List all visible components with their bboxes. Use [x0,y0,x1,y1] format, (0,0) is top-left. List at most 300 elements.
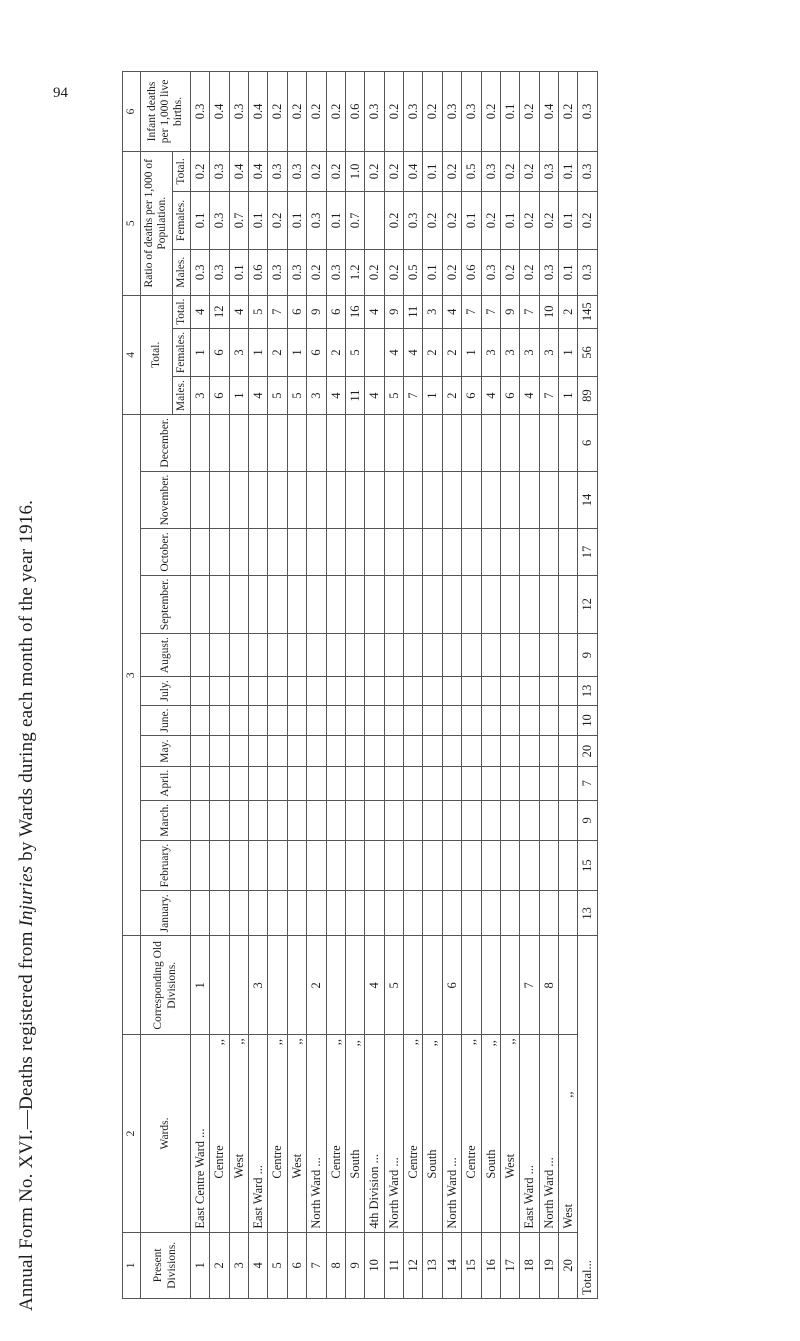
tm-cell: 1 [229,377,248,415]
month-cell [559,736,578,766]
tf-cell: 3 [229,328,248,376]
month-cell [365,736,384,766]
rf-cell: 0.1 [287,191,306,249]
total-month-cell: 9 [578,634,597,677]
month-cell [307,705,326,736]
tf-cell: 1 [287,328,306,376]
tf-cell: 6 [210,328,229,376]
col-num-4: 4 [123,295,141,415]
ward-cell: North Ward ... [384,1035,403,1232]
header-month-feb: February. [141,840,191,891]
month-cell [326,840,345,891]
tm-cell: 4 [481,377,500,415]
tt-cell: 9 [384,295,403,328]
header-row-1 [141,72,172,1299]
total-month-cell: 20 [578,736,597,766]
total-month-cell: 15 [578,840,597,891]
ward-cell: Centre ,, [404,1035,423,1232]
present-division-cell: 14 [442,1232,461,1298]
month-cell [365,575,384,633]
month-cell [190,634,209,677]
inf-cell: 0.2 [268,72,287,152]
table-row [307,72,326,1299]
month-cell [500,529,519,575]
tt-cell: 7 [481,295,500,328]
month-cell [462,415,481,472]
rf-cell: 0.2 [442,191,461,249]
month-cell [442,471,461,529]
month-cell [423,677,442,705]
month-cell [229,840,248,891]
inf-cell: 0.6 [345,72,364,152]
total-month-cell: 17 [578,529,597,575]
col-num-2: 2 [123,1035,141,1232]
present-division-cell: 6 [287,1232,306,1298]
header-month-apr: April. [141,766,191,800]
old-division-cell [404,936,423,1035]
header-month-may: May. [141,736,191,766]
month-cell [500,471,519,529]
inf-cell: 0.2 [559,72,578,152]
rm-cell: 0.1 [423,249,442,295]
month-cell [442,634,461,677]
rf-cell: 0.3 [404,191,423,249]
month-cell [326,634,345,677]
month-cell [210,891,229,936]
rm-cell: 0.2 [442,249,461,295]
ward-cell: Centre ,, [462,1035,481,1232]
month-cell [384,529,403,575]
month-cell [559,415,578,472]
month-cell [249,705,268,736]
month-cell [384,766,403,800]
total-month-cell: 7 [578,766,597,800]
present-division-cell: 7 [307,1232,326,1298]
month-cell [365,677,384,705]
tf-cell: 3 [500,328,519,376]
month-cell [500,634,519,677]
rt-cell: 0.2 [190,151,209,191]
month-cell [462,677,481,705]
month-cell [462,736,481,766]
present-division-cell: 4 [249,1232,268,1298]
old-division-cell [462,936,481,1035]
month-cell [345,677,364,705]
present-division-cell: 5 [268,1232,287,1298]
rm-cell: 0.6 [249,249,268,295]
table-row [268,72,287,1299]
month-cell [442,415,461,472]
month-cell [249,800,268,840]
header-month-dec: December. [141,415,191,472]
month-cell [229,634,248,677]
month-cell [404,634,423,677]
ward-cell: East Centre Ward ... [190,1035,209,1232]
month-cell [229,891,248,936]
rf-cell: 0.7 [229,191,248,249]
rf-cell: 0.1 [462,191,481,249]
col-num-3 [123,936,141,1035]
month-cell [481,677,500,705]
month-cell [481,705,500,736]
month-cell [307,575,326,633]
month-cell [326,575,345,633]
month-cell [365,891,384,936]
rm-cell: 0.1 [229,249,248,295]
inf-cell: 0.3 [442,72,461,152]
header-month-sep: September. [141,575,191,633]
tm-cell: 4 [520,377,539,415]
inf-cell: 0.4 [539,72,558,152]
tt-cell: 5 [249,295,268,328]
header-total-total: Total. [172,295,190,328]
month-cell [481,736,500,766]
inf-cell: 0.3 [365,72,384,152]
rt-cell: 0.2 [442,151,461,191]
month-cell [210,634,229,677]
month-cell [384,736,403,766]
tm-cell: 3 [190,377,209,415]
month-cell [326,705,345,736]
month-cell [287,891,306,936]
table-row [442,72,461,1299]
inf-cell: 0.2 [287,72,306,152]
old-division-cell [287,936,306,1035]
total-month-cell: 13 [578,677,597,705]
inf-cell: 0.1 [500,72,519,152]
month-cell [423,471,442,529]
month-cell [423,415,442,472]
present-division-cell: 20 [559,1232,578,1298]
month-cell [559,471,578,529]
table-row [287,72,306,1299]
month-cell [462,529,481,575]
table-row [229,72,248,1299]
tt-cell: 6 [287,295,306,328]
month-cell [190,677,209,705]
header-month-aug: August. [141,634,191,677]
total-tm-cell: 89 [578,377,597,415]
tf-cell: 1 [249,328,268,376]
table-row [520,72,539,1299]
rm-cell: 1.2 [345,249,364,295]
rm-cell: 0.3 [287,249,306,295]
month-cell [249,891,268,936]
tm-cell: 5 [384,377,403,415]
month-cell [210,736,229,766]
tm-cell: 6 [462,377,481,415]
month-cell [423,575,442,633]
ward-cell: West ,, [559,1035,578,1232]
rm-cell: 0.1 [559,249,578,295]
header-month-jun: June. [141,705,191,736]
month-cell [190,471,209,529]
ward-cell: 4th Division ... [365,1035,384,1232]
month-cell [249,677,268,705]
month-cell [423,891,442,936]
month-cell [462,766,481,800]
month-cell [210,471,229,529]
month-cell [229,766,248,800]
inf-cell: 0.3 [229,72,248,152]
tf-cell: 6 [307,328,326,376]
rf-cell: 0.2 [481,191,500,249]
tt-cell: 4 [442,295,461,328]
month-cell [229,529,248,575]
month-cell [287,471,306,529]
ward-cell: South ,, [481,1035,500,1232]
present-division-cell: 1 [190,1232,209,1298]
header-old-divisions: Corresponding Old Divisions. [141,936,191,1035]
month-cell [268,891,287,936]
tf-cell: 1 [462,328,481,376]
month-cell [500,415,519,472]
month-cell [345,415,364,472]
month-cell [500,677,519,705]
tf-cell: 2 [423,328,442,376]
old-division-cell: 4 [365,936,384,1035]
page-number [53,85,68,102]
month-cell [307,415,326,472]
inf-cell: 0.2 [481,72,500,152]
month-cell [249,634,268,677]
tt-cell: 10 [539,295,558,328]
rt-cell: 0.1 [559,151,578,191]
month-cell [287,677,306,705]
month-cell [210,766,229,800]
rt-cell: 0.2 [384,151,403,191]
month-cell [326,471,345,529]
rf-cell [365,191,384,249]
header-month-nov: November. [141,471,191,529]
month-cell [462,575,481,633]
present-division-cell: 2 [210,1232,229,1298]
month-cell [442,766,461,800]
month-cell [210,705,229,736]
month-cell [539,705,558,736]
rm-cell: 0.6 [462,249,481,295]
month-cell [559,677,578,705]
month-cell [268,766,287,800]
month-cell [229,575,248,633]
ward-cell: Centre ,, [326,1035,345,1232]
month-cell [520,840,539,891]
month-cell [442,705,461,736]
tf-cell: 2 [326,328,345,376]
tm-cell: 2 [442,377,461,415]
old-division-cell [423,936,442,1035]
total-rm-cell: 0.3 [578,249,597,295]
table-row [249,72,268,1299]
header-ratio-males: Males. [172,249,190,295]
month-cell [229,800,248,840]
month-cell [442,800,461,840]
tm-cell: 3 [307,377,326,415]
rt-cell: 0.2 [326,151,345,191]
present-division-cell: 19 [539,1232,558,1298]
month-cell [287,705,306,736]
month-cell [249,575,268,633]
month-cell [229,471,248,529]
rf-cell: 0.2 [384,191,403,249]
rt-cell: 0.4 [404,151,423,191]
month-cell [190,529,209,575]
month-cell [287,840,306,891]
rf-cell: 0.1 [326,191,345,249]
ward-cell: East Ward ... [520,1035,539,1232]
rt-cell: 0.3 [481,151,500,191]
old-division-cell [210,936,229,1035]
total-month-cell: 12 [578,575,597,633]
month-cell [404,415,423,472]
old-division-cell: 7 [520,936,539,1035]
month-cell [442,840,461,891]
month-cell [423,736,442,766]
month-cell [365,766,384,800]
total-month-cell: 6 [578,415,597,472]
rt-cell: 0.4 [229,151,248,191]
rt-cell: 0.3 [268,151,287,191]
month-cell [559,800,578,840]
month-cell [539,736,558,766]
month-cell [345,634,364,677]
month-cell [268,471,287,529]
header-ratio-total: Total. [172,151,190,191]
present-division-cell: 3 [229,1232,248,1298]
old-division-cell [500,936,519,1035]
present-division-cell: 15 [462,1232,481,1298]
tm-cell: 11 [345,377,364,415]
inf-cell: 0.2 [384,72,403,152]
ward-cell: East Ward ... [249,1035,268,1232]
rm-cell: 0.3 [190,249,209,295]
total-month-cell: 9 [578,800,597,840]
col-num-3b: 3 [123,415,141,936]
month-cell [500,575,519,633]
rf-cell: 0.1 [249,191,268,249]
rt-cell: 0.5 [462,151,481,191]
month-cell [268,736,287,766]
month-cell [249,840,268,891]
month-cell [287,575,306,633]
tm-cell: 6 [500,377,519,415]
table-row [384,72,403,1299]
table-row [404,72,423,1299]
table-row [190,72,209,1299]
tt-cell: 11 [404,295,423,328]
ward-cell: West ,, [229,1035,248,1232]
month-cell [423,634,442,677]
rt-cell: 0.3 [539,151,558,191]
month-cell [500,736,519,766]
month-cell [249,415,268,472]
table-row [345,72,364,1299]
header-total-females: Females. [172,328,190,376]
month-cell [210,575,229,633]
present-division-cell: 17 [500,1232,519,1298]
header-month-mar: March. [141,800,191,840]
tf-cell: 5 [345,328,364,376]
month-cell [404,575,423,633]
rm-cell: 0.3 [539,249,558,295]
month-cell [365,471,384,529]
total-month-cell: 13 [578,891,597,936]
tt-cell: 7 [520,295,539,328]
month-cell [287,800,306,840]
month-cell [520,634,539,677]
old-division-cell: 8 [539,936,558,1035]
tt-cell: 12 [210,295,229,328]
month-cell [423,766,442,800]
rt-cell: 0.2 [307,151,326,191]
total-rt-cell: 0.3 [578,151,597,191]
total-tf-cell: 56 [578,328,597,376]
tf-cell: 3 [520,328,539,376]
month-cell [345,800,364,840]
month-cell [210,529,229,575]
month-cell [559,766,578,800]
tm-cell: 7 [404,377,423,415]
month-cell [326,891,345,936]
table-row [559,72,578,1299]
month-cell [559,575,578,633]
month-cell [326,766,345,800]
month-cell [229,677,248,705]
month-cell [559,891,578,936]
month-cell [481,634,500,677]
present-division-cell: 8 [326,1232,345,1298]
month-cell [442,891,461,936]
total-row [578,72,597,1299]
month-cell [384,415,403,472]
month-cell [307,529,326,575]
table-row [365,72,384,1299]
month-cell [190,766,209,800]
month-cell [559,634,578,677]
inf-cell: 0.3 [462,72,481,152]
rm-cell: 0.3 [210,249,229,295]
table-row [462,72,481,1299]
table-row [500,72,519,1299]
tt-cell: 7 [268,295,287,328]
tm-cell: 5 [268,377,287,415]
tt-cell: 4 [190,295,209,328]
present-division-cell: 16 [481,1232,500,1298]
month-cell [462,634,481,677]
month-cell [345,840,364,891]
month-cell [365,529,384,575]
month-cell [404,891,423,936]
month-cell [404,840,423,891]
month-cell [229,415,248,472]
month-cell [539,891,558,936]
tf-cell: 1 [559,328,578,376]
total-tt-cell: 145 [578,295,597,328]
month-cell [190,736,209,766]
month-cell [520,471,539,529]
rf-cell: 0.3 [307,191,326,249]
month-cell [229,705,248,736]
form-title [16,500,38,1311]
inf-cell: 0.3 [190,72,209,152]
month-cell [404,705,423,736]
inf-cell: 0.4 [210,72,229,152]
month-cell [307,634,326,677]
tt-cell: 2 [559,295,578,328]
month-cell [404,471,423,529]
rm-cell: 0.2 [384,249,403,295]
present-division-cell: 10 [365,1232,384,1298]
